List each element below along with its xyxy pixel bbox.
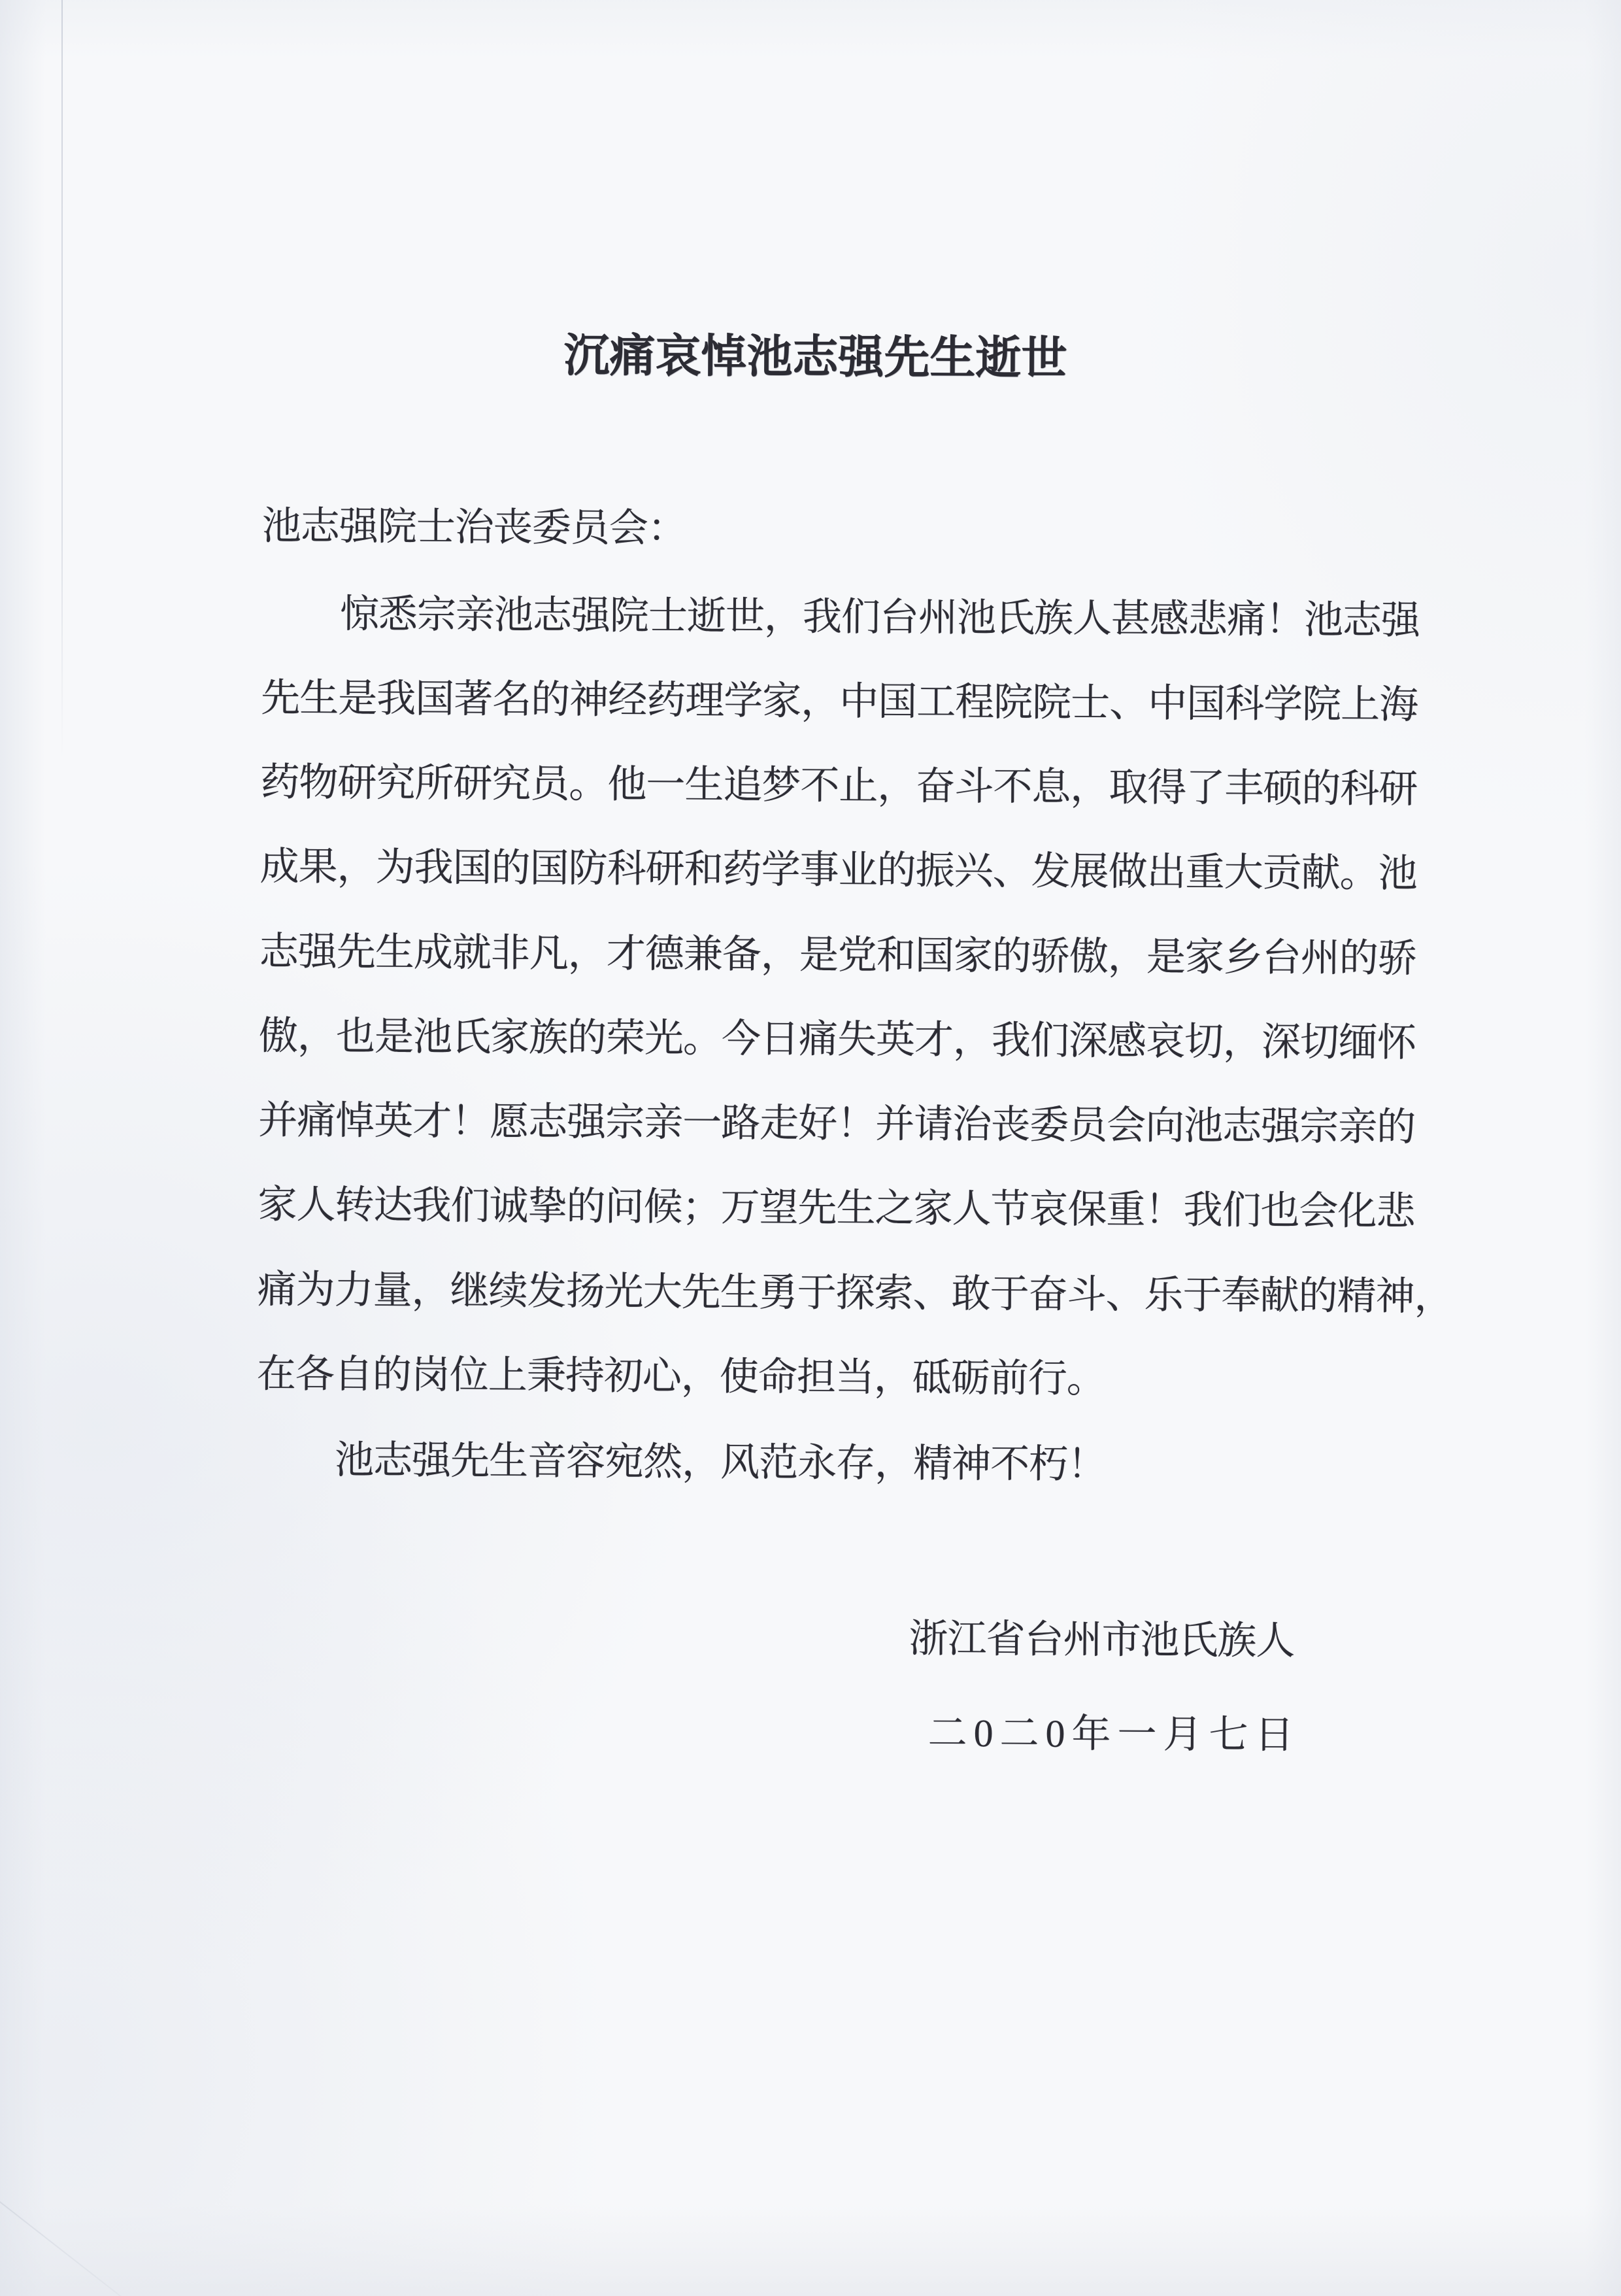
body-line: 志强先生成就非凡，才德兼备，是党和国家的骄傲，是家乡台州的骄 bbox=[259, 930, 1417, 981]
body-line: 成果，为我国的国防科研和药学事业的振兴、发展做出重大贡献。池 bbox=[259, 845, 1417, 896]
signature-line: 浙江省台州市池氏族人 bbox=[909, 1617, 1295, 1663]
body-line: 先生是我国著名的神经药理学家，中国工程院院士、中国科学院上海 bbox=[261, 676, 1418, 727]
body-line: 傲，也是池氏家族的荣光。今日痛失英才，我们深感哀切，深切缅怀 bbox=[258, 1014, 1416, 1065]
body-line: 并痛悼英才！愿志强宗亲一路走好！并请治丧委员会向池志强宗亲的 bbox=[258, 1098, 1416, 1149]
salutation: 池志强院士治丧委员会： bbox=[261, 504, 687, 550]
closing-line: 池志强先生音容宛然，风范永存，精神不朽！ bbox=[334, 1438, 1107, 1487]
body-line: 惊悉宗亲池志强院士逝世，我们台州池氏族人甚感悲痛！池志强 bbox=[339, 592, 1420, 643]
body-line: 痛为力量，继续发扬光大先生勇于探索、敢于奋斗、乐于奉献的精神， bbox=[257, 1268, 1453, 1319]
body-line: 在各自的岗位上秉持初心，使命担当，砥砺前行。 bbox=[256, 1352, 1106, 1401]
body-line: 家人转达我们诚挚的问候；万望先生之家人节哀保重！我们也会化悲 bbox=[258, 1183, 1415, 1234]
date-line: 二0二0年一月七日 bbox=[927, 1711, 1301, 1757]
body-line: 药物研究所研究员。他一生追梦不止，奋斗不息，取得了丰硕的科研 bbox=[260, 760, 1418, 811]
letter-title: 沉痛哀悼池志强先生逝世 bbox=[563, 331, 1067, 384]
